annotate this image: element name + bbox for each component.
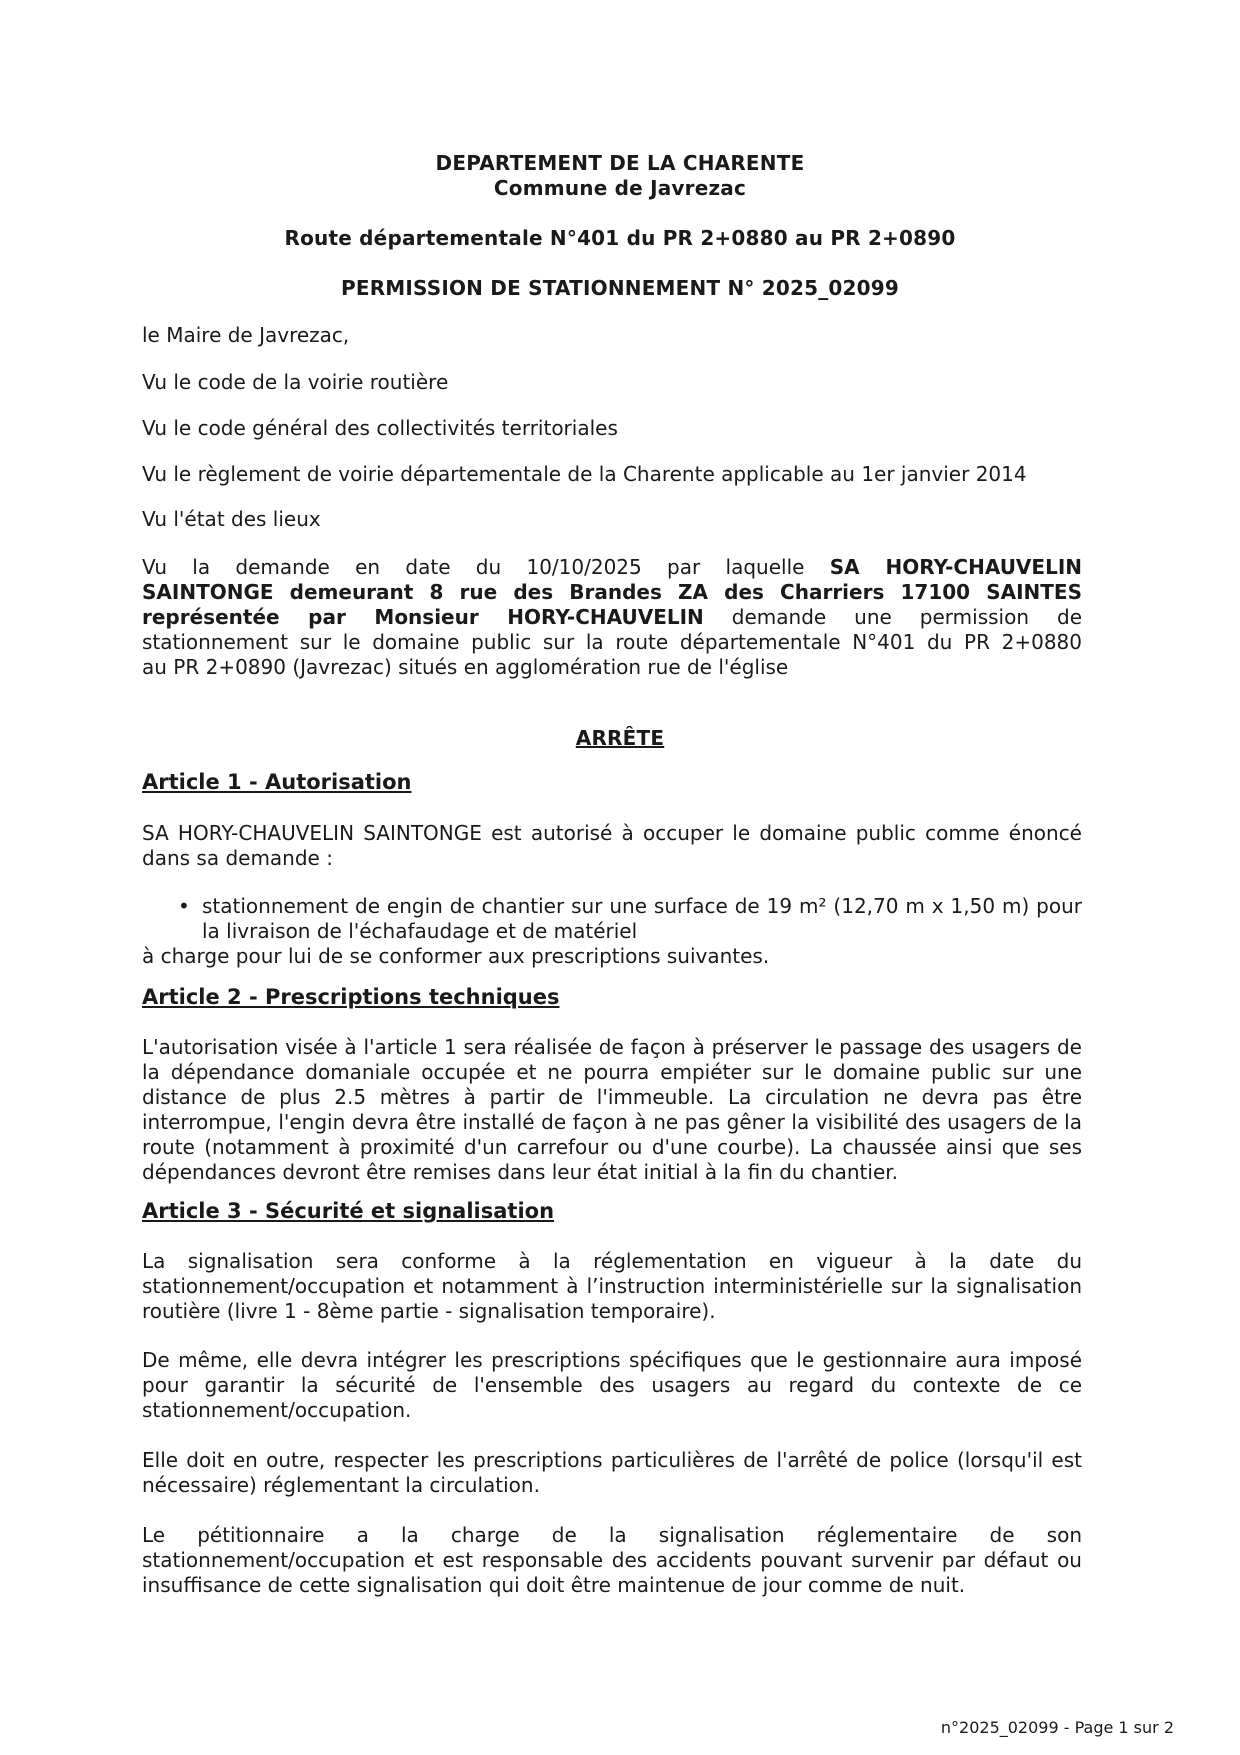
demande-line-5: au PR 2+0890 (Javrezac) situés en agglomération rue de l'église <box>142 655 789 679</box>
demande-line-1: Vu la demande en date du 10/10/2025 par laquelle SA HORY-CHAUVELIN <box>142 555 1082 579</box>
article-2-title: Article 2 - Prescriptions techniques <box>142 985 560 1009</box>
article-1-bullet-text: stationnement de engin de chantier sur une surface de 19 m² (12,70 m x 1,50 m) pour la livraison de l'échafaudage et de matériel <box>202 894 1082 943</box>
article-2-text: L'autorisation visée à l'article 1 sera réalisée de façon à préserver le passage des usagers de la dépendance domaniale occupée et ne pourra empiéter sur le domaine public sur une distance de plus 2.5 mètres à partir de l'immeuble. La circulation ne devra pas être interrompue, l'engin devra être installé de façon à ne pas gêner la visibilité des usagers de la route (notamment à proximité d'un carrefour ou d'une courbe). La chaussée ainsi que ses dépendances devront être remises dans leur état initial à la fin du chantier. <box>142 1035 1082 1184</box>
article-3-para-3: Elle doit en outre, respecter les prescriptions particulières de l'arrêté de police (lorsqu'il est nécessaire) réglementant la circulation. <box>142 1448 1082 1497</box>
route-title: Route départementale N°401 du PR 2+0880 au PR 2+0890 <box>284 226 956 250</box>
maire-line: le Maire de Javrezac, <box>142 323 350 347</box>
article-3-title: Article 3 - Sécurité et signalisation <box>142 1199 555 1223</box>
department-title: DEPARTEMENT DE LA CHARENTE <box>435 151 805 175</box>
article-3-para-4: Le pétitionnaire a la charge de la signalisation réglementaire de son stationnement/occupation et est responsable des accidents pouvant survenir par défaut ou insuffisance de cette signalisation qui doit être maintenue de jour comme de nuit. <box>142 1523 1082 1597</box>
article-1-intro: SA HORY-CHAUVELIN SAINTONGE est autorisé à occuper le domaine public comme énoncé dans sa demande : <box>142 821 1082 870</box>
commune-title: Commune de Javrezac <box>493 176 747 200</box>
arrete-heading: ARRÊTE <box>575 726 665 750</box>
vu-etat-lieux: Vu l'état des lieux <box>142 507 321 531</box>
demande-line-4: stationnement sur le domaine public sur la route départementale N°401 du PR 2+0880 <box>142 630 1082 654</box>
demande-paragraph <box>142 555 1082 680</box>
vu-voirie: Vu le code de la voirie routière <box>142 370 449 394</box>
article-3-para-1: La signalisation sera conforme à la réglementation en vigueur à la date du stationnement/occupation et notamment à l’instruction interministérielle sur la signalisation routière (livre 1 - 8ème partie - signalisation temporaire). <box>142 1249 1082 1323</box>
article-1-conclusion: à charge pour lui de se conformer aux prescriptions suivantes. <box>142 944 770 968</box>
demande-line-2: SAINTONGE demeurant 8 rue des Brandes ZA des Charriers 17100 SAINTES <box>142 580 1082 604</box>
article-1-bullet-item <box>142 894 1082 944</box>
vu-reglement: Vu le règlement de voirie départementale de la Charente applicable au 1er janvier 2014 <box>142 462 1027 486</box>
article-1-title: Article 1 - Autorisation <box>142 770 412 794</box>
page-footer: n°2025_02099 - Page 1 sur 2 <box>940 1718 1174 1737</box>
demande-line-3: représentée par Monsieur HORY-CHAUVELIN demande une permission de <box>142 605 1083 629</box>
bullet-icon: • <box>178 894 190 918</box>
article-3-para-2: De même, elle devra intégrer les prescriptions spécifiques que le gestionnaire aura imposé pour garantir la sécurité de l'ensemble des usagers au regard du contexte de ce stationnement/occupation. <box>142 1348 1082 1422</box>
vu-collectivites: Vu le code général des collectivités territoriales <box>142 416 618 440</box>
permission-title: PERMISSION DE STATIONNEMENT N° 2025_02099 <box>340 276 900 300</box>
